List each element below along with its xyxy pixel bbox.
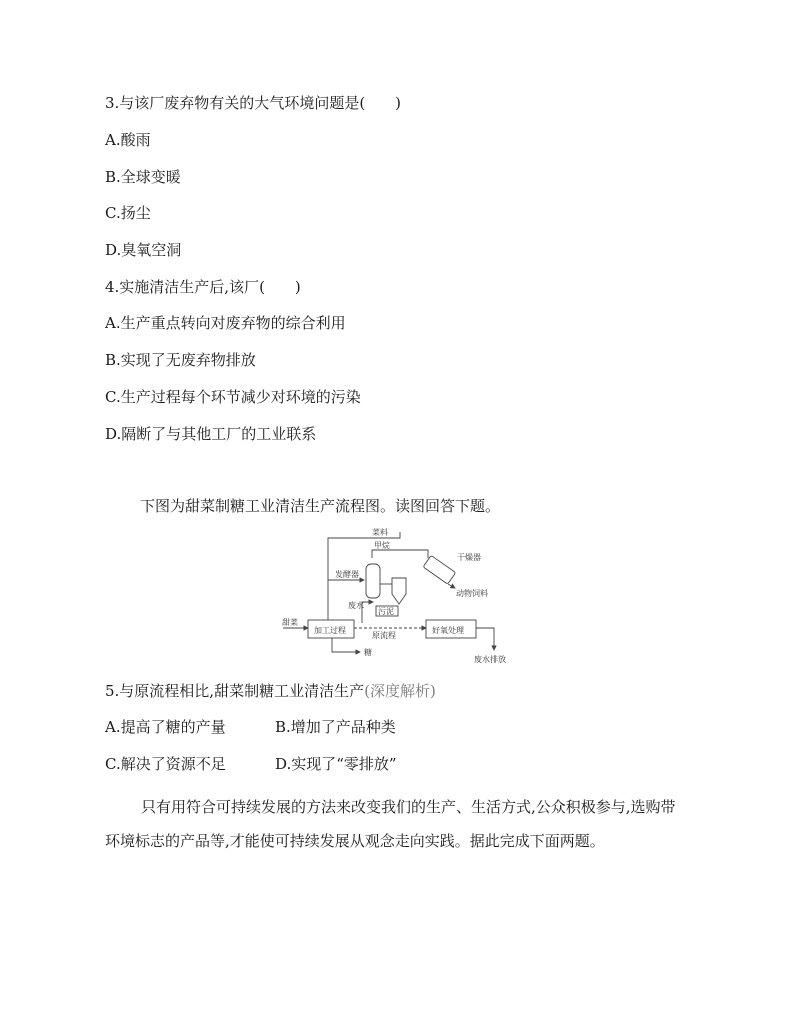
label-wastewater: 废水 [348,601,364,610]
label-animal-feed: 动物饲料 [456,589,488,598]
label-fermenter: 发酵器 [335,570,359,579]
sugar-beet-flow-diagram [280,528,516,668]
question-4-option-a: A.生产重点转向对废弃物的综合利用 [105,314,346,332]
question-5-option-c: C.解决了资源不足 [105,755,226,773]
question-5-stem [105,681,436,701]
question-3-option-c: C.扬尘 [105,204,151,222]
question-5-options-row-1 [105,717,396,737]
question-5-stem-text: 5.与原流程相比,甜菜制糖工业清洁生产 [105,682,365,700]
question-4-stem: 4.实施清洁生产后,该厂( ) [105,278,301,296]
label-sludge: 污泥 [378,607,394,616]
diagram-intro: 下图为甜菜制糖工业清洁生产流程图。读图回答下题。 [140,497,501,515]
dryer-drum [423,555,456,584]
label-processing: 加工过程 [314,626,346,635]
question-3-option-a: A.酸雨 [105,131,151,149]
closing-paragraph: 只有用符合可持续发展的方法来改变我们的生产、生活方式,公众积极参与,选购带环境标志的产品等,才能使可持续发展从观念走向实践。据此完成下面两题。 [105,798,676,850]
label-methane: 甲烷 [374,541,390,550]
dryer-output-arrow [448,584,455,588]
label-aerobic: 好氧处理 [432,626,464,635]
label-discharge: 废水排放 [474,655,506,664]
question-5-options-row-2 [105,754,397,774]
question-4-option-b: B.实现了无废弃物排放 [105,351,256,369]
question-3-option-b: B.全球变暖 [105,168,181,186]
question-5-note: (深度解析) [364,682,436,700]
question-5-option-d: D.实现了“零排放” [275,755,397,773]
clarifier-tank [392,578,406,604]
question-4-option-d: D.隔断了与其他工厂的工业联系 [105,425,317,443]
label-feed: 菜料 [372,528,388,537]
fermenter-tank [366,564,380,598]
label-dryer: 干燥器 [457,553,481,562]
question-5-option-a: A.提高了糖的产量 [105,718,226,736]
label-beet: 甜菜 [282,618,298,627]
label-original-flow: 原流程 [372,631,396,640]
question-3-stem: 3.与该厂废弃物有关的大气环境问题是( ) [105,94,402,112]
methane-line [372,550,428,558]
question-3-option-d: D.臭氧空洞 [105,241,182,259]
label-sugar: 糖 [364,648,372,657]
question-4-option-c: C.生产过程每个环节减少对环境的污染 [105,388,361,406]
question-5-option-b: B.增加了产品种类 [275,718,396,736]
